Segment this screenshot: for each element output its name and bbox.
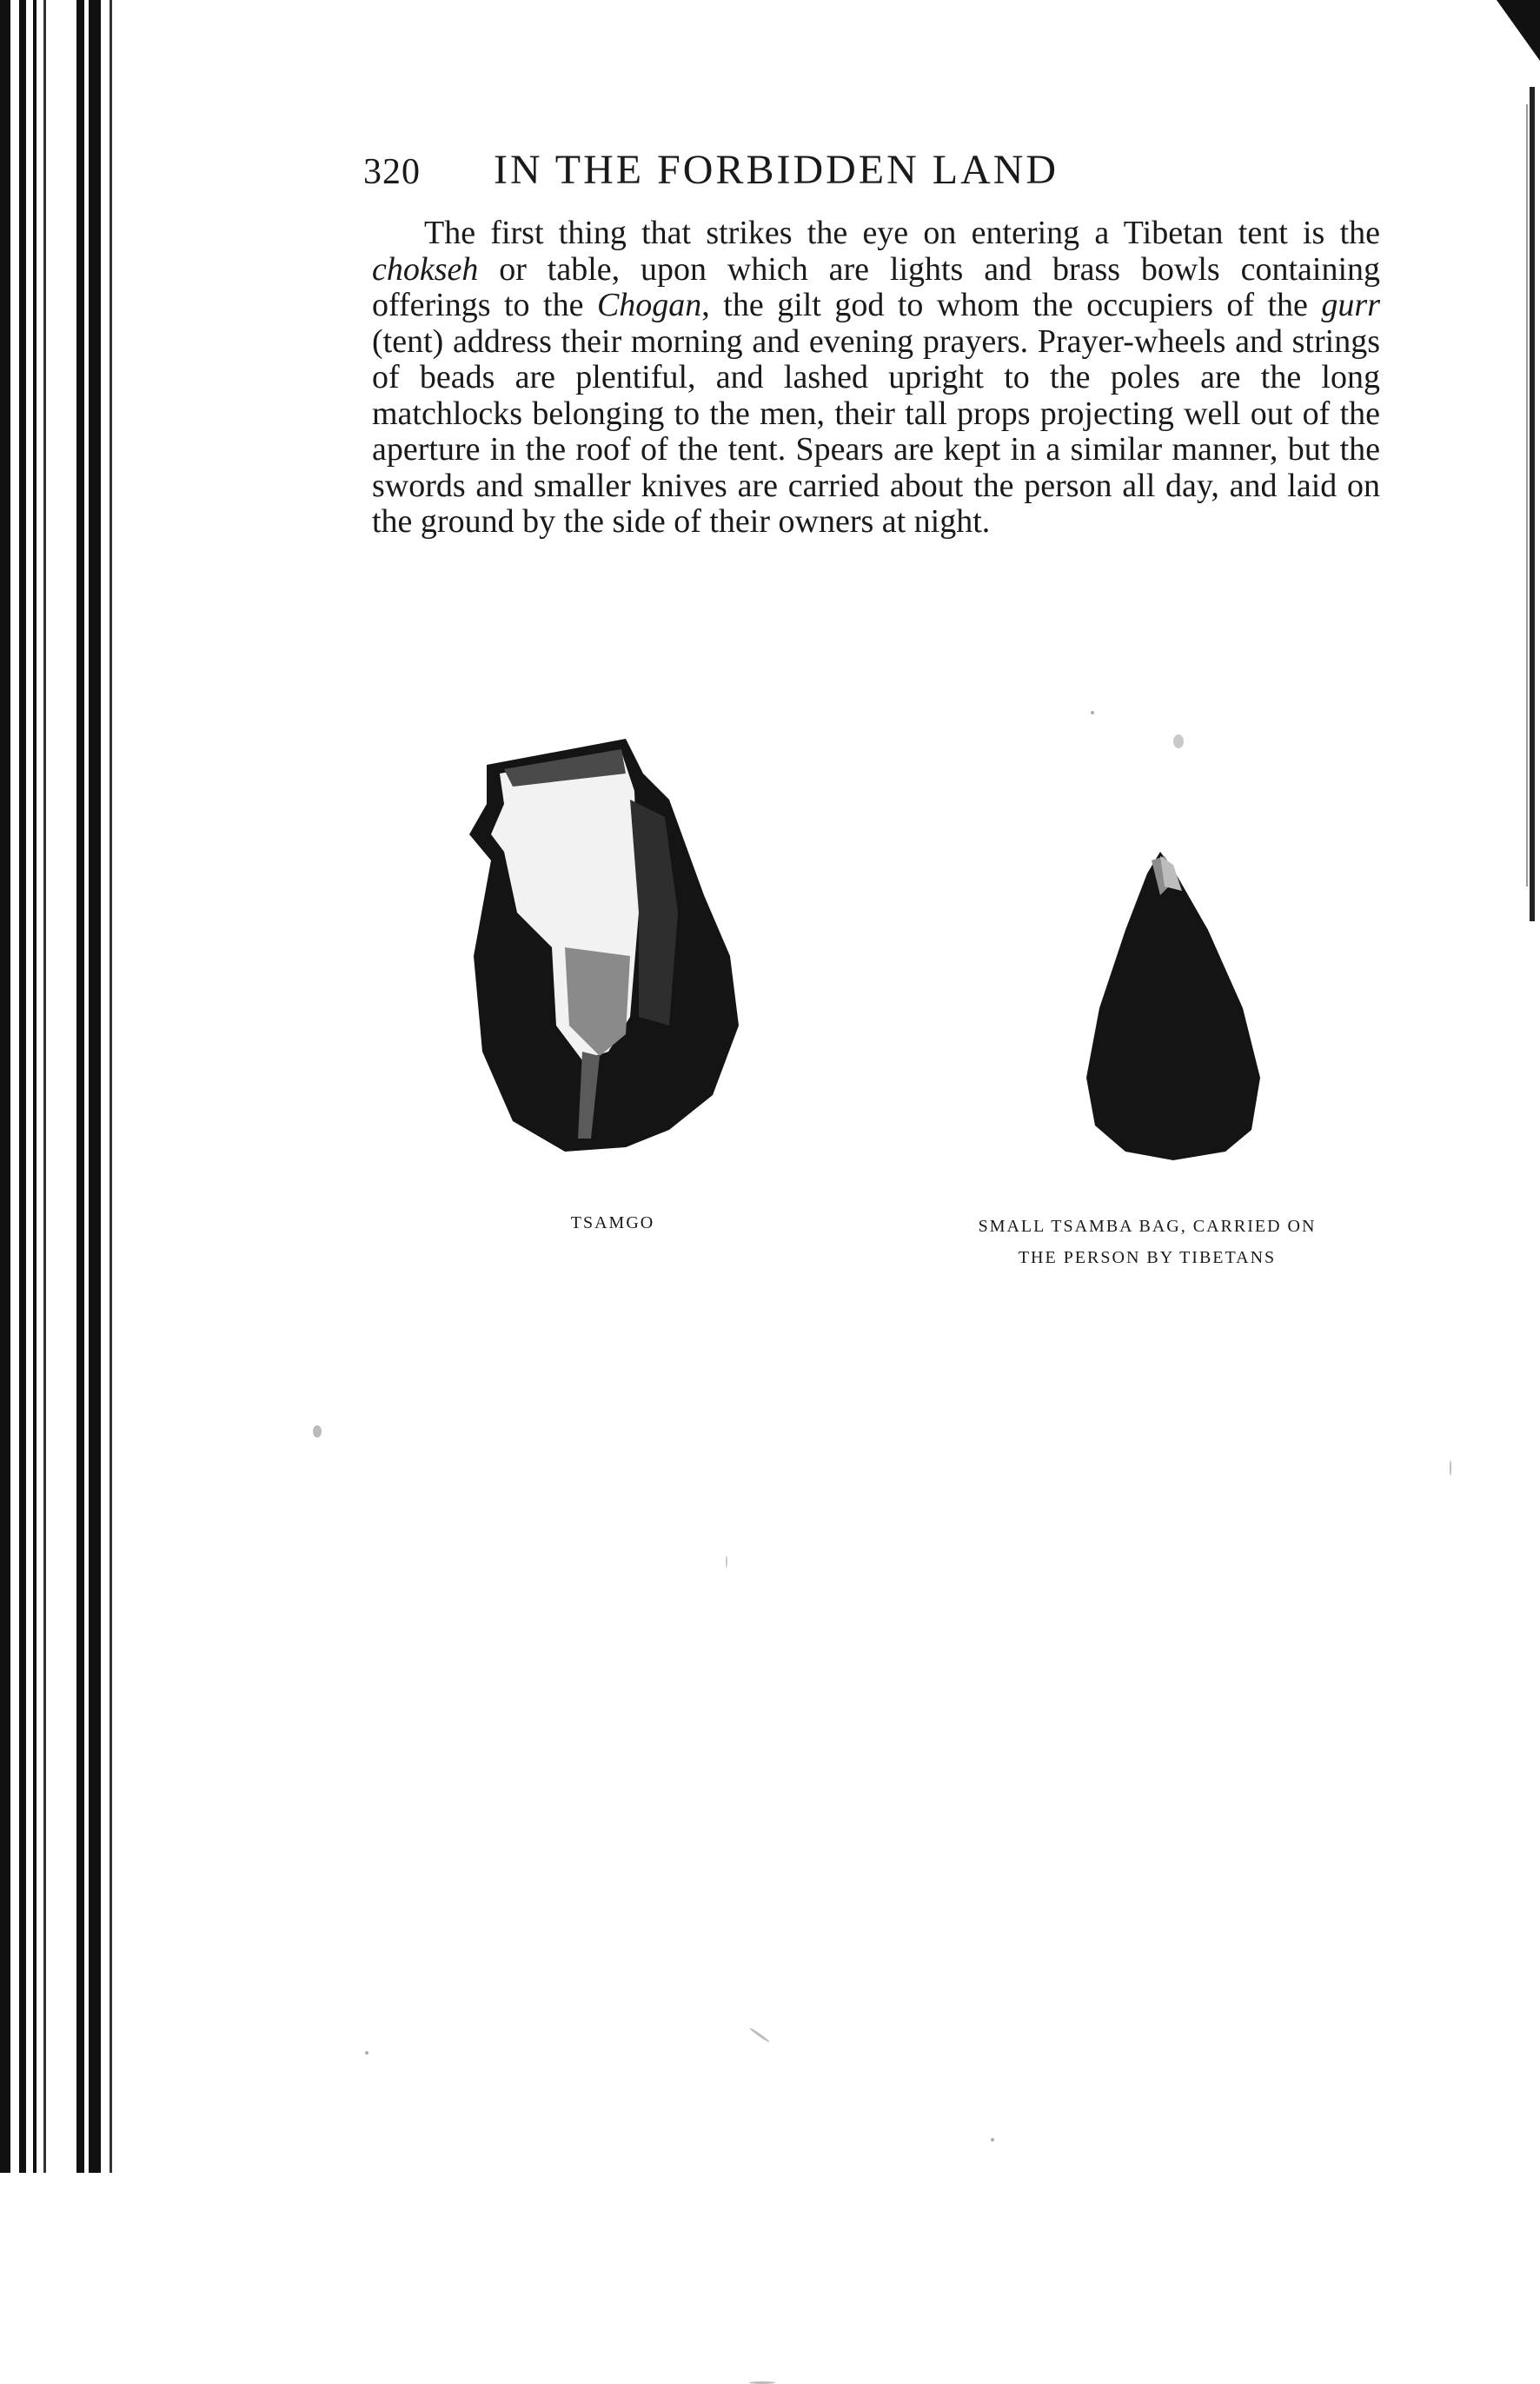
scan-speck [365, 2051, 368, 2055]
tsamba-bag-caption-line-1: SMALL TSAMBA BAG, CARRIED ON [978, 1217, 1317, 1236]
page-header [363, 146, 1232, 207]
scan-speck [1173, 734, 1184, 748]
scan-speck [313, 1425, 322, 1438]
scan-speck [1091, 711, 1094, 714]
scan-speck [726, 1556, 727, 1568]
term-chokseh: chokseh [372, 250, 479, 288]
term-gurr: gurr [1321, 287, 1380, 323]
body-text-4: (tent) address their morning and evening prayers. Prayer-wheels and strings of beads are plentiful, and lashed upright to the poles are the long matchlocks belonging to the men, their tall props projecting well out of the aperture in the roof of the tent. Spears are kept in a similar manner, but the swords and smaller knives are carried about the person all day, and laid on the ground by the side of their owners at night. [372, 322, 1380, 540]
book-gutter-scan [0, 0, 117, 2173]
scan-speck [1450, 1460, 1451, 1476]
body-text-1: The first thing that strikes the eye on entering a Tibetan tent is the [424, 215, 1380, 251]
running-title: IN THE FORBIDDEN LAND [494, 147, 1059, 193]
scan-speck [991, 2138, 994, 2142]
tsamba-bag-photo [1078, 852, 1295, 1165]
body-text-3: , the gilt god to whom the occupiers of the [701, 287, 1322, 323]
body-text-2: or table, upon which are lights and brass bowls containing offerings to the [372, 250, 1380, 323]
tsamgo-photo [452, 739, 747, 1191]
tsamgo-caption: TSAMGO [570, 1213, 655, 1232]
tsamba-bag-caption-line-2: THE PERSON BY TIBETANS [1018, 1248, 1277, 1267]
page-number: 320 [363, 152, 421, 192]
page-edge-scan [1497, 0, 1540, 2173]
body-paragraph [372, 216, 1380, 541]
term-chogan: Chogan [596, 287, 702, 323]
scan-speck [749, 2027, 771, 2043]
tsamba-bag-caption [921, 1211, 1373, 1273]
